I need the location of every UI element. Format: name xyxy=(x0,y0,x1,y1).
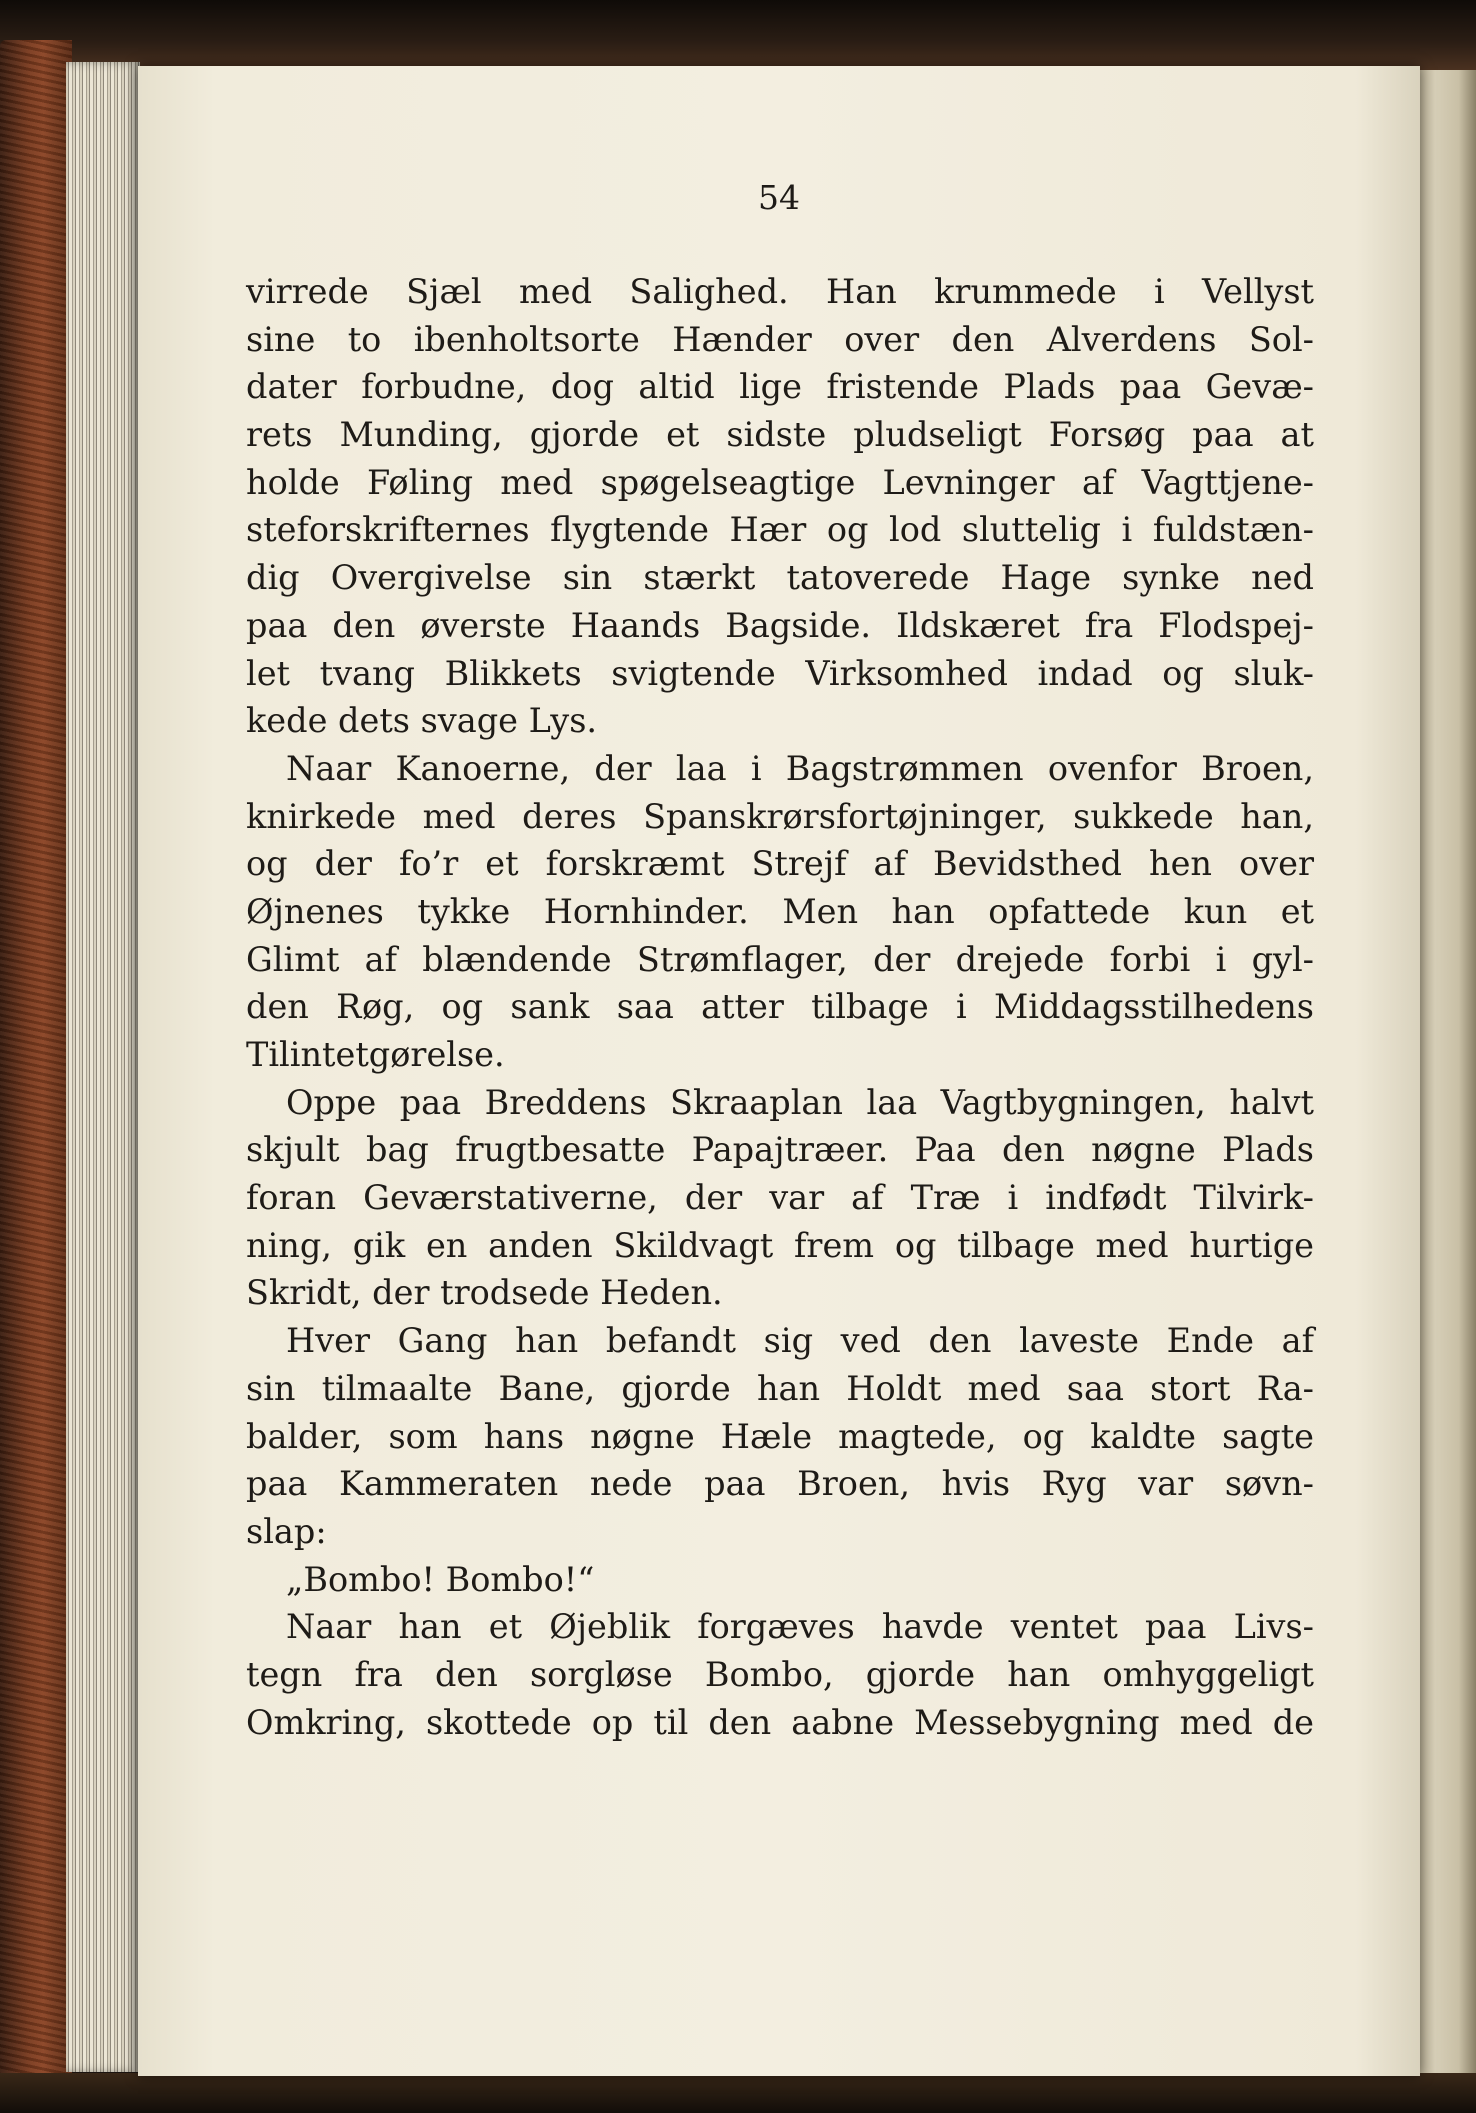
book-cover-top xyxy=(0,0,1476,70)
text-line: Naar han et Øjeblik forgæves havde ventet paa Livs- xyxy=(286,1607,1314,1647)
text-line: Skridt, der trodsede Heden. xyxy=(246,1273,723,1313)
text-line: balder, som hans nøgne Hæle magtede, og kaldte sagte xyxy=(246,1416,1314,1456)
body-text xyxy=(246,268,1314,1746)
text-line: Glimt af blændende Strømflager, der drejede forbi i gyl- xyxy=(246,939,1314,979)
text-line: sin tilmaalte Bane, gjorde han Holdt med saa stort Ra- xyxy=(246,1368,1314,1408)
text-line: dig Overgivelse sin stærkt tatoverede Hage synke ned xyxy=(246,558,1314,598)
page-edges-right xyxy=(1418,70,1476,2080)
text-line: paa Kammeraten nede paa Broen, hvis Ryg var søvn- xyxy=(246,1464,1314,1504)
page-number: 54 xyxy=(758,178,800,217)
text-line: knirkede med deres Spanskrørsfortøjninger, sukkede han, xyxy=(246,796,1314,836)
text-line: Tilintetgørelse. xyxy=(246,1035,505,1074)
text-line: Oppe paa Breddens Skraaplan laa Vagtbygningen, halvt xyxy=(286,1082,1314,1122)
text-line: „Bombo! Bombo!“ xyxy=(286,1559,595,1599)
text-line: Omkring, skottede op til den aabne Messebygning med de xyxy=(246,1702,1314,1742)
text-line: Naar Kanoerne, der laa i Bagstrømmen ovenfor Broen, xyxy=(286,748,1314,788)
text-line: tegn fra den sorgløse Bombo, gjorde han omhyggeligt xyxy=(246,1654,1314,1694)
text-line: ning, gik en anden Skildvagt frem og tilbage med hurtige xyxy=(246,1225,1314,1265)
book-cover-bottom xyxy=(0,2073,1476,2113)
text-line: dater forbudne, dog altid lige fristende Plads paa Gevæ- xyxy=(246,367,1314,407)
text-line: let tvang Blikkets svigtende Virksomhed indad og sluk- xyxy=(246,653,1314,693)
text-line: Øjnenes tykke Hornhinder. Men han opfattede kun et xyxy=(246,891,1314,931)
book-binding xyxy=(0,40,72,2090)
text-line: steforskrifternes flygtende Hær og lod sluttelig i fuldstæn- xyxy=(246,510,1314,550)
text-line: den Røg, og sank saa atter tilbage i Middagsstilhedens xyxy=(246,987,1314,1027)
text-line: og der fo’r et forskræmt Strejf af Bevidsthed hen over xyxy=(246,844,1314,884)
page-edges-left xyxy=(66,62,140,2072)
text-line: virrede Sjæl med Salighed. Han krummede i Vellyst xyxy=(246,272,1314,311)
text-line: sine to ibenholtsorte Hænder over den Alverdens Sol- xyxy=(246,319,1314,359)
text-line: Hver Gang han befandt sig ved den laveste Ende af xyxy=(286,1321,1314,1361)
text-line: kede dets svage Lys. xyxy=(246,701,598,741)
text-line: rets Munding, gjorde et sidste pludseligt Forsøg paa at xyxy=(246,415,1314,455)
text-line: foran Geværstativerne, der var af Træ i indfødt Tilvirk- xyxy=(246,1178,1314,1218)
text-line: paa den øverste Haands Bagside. Ildskæret fra Flodspej- xyxy=(246,605,1314,645)
text-line: slap: xyxy=(246,1511,327,1551)
text-line: holde Føling med spøgelseagtige Levninger af Vagttjene- xyxy=(246,462,1314,502)
text-line: skjult bag frugtbesatte Papajtræer. Paa den nøgne Plads xyxy=(246,1130,1314,1170)
